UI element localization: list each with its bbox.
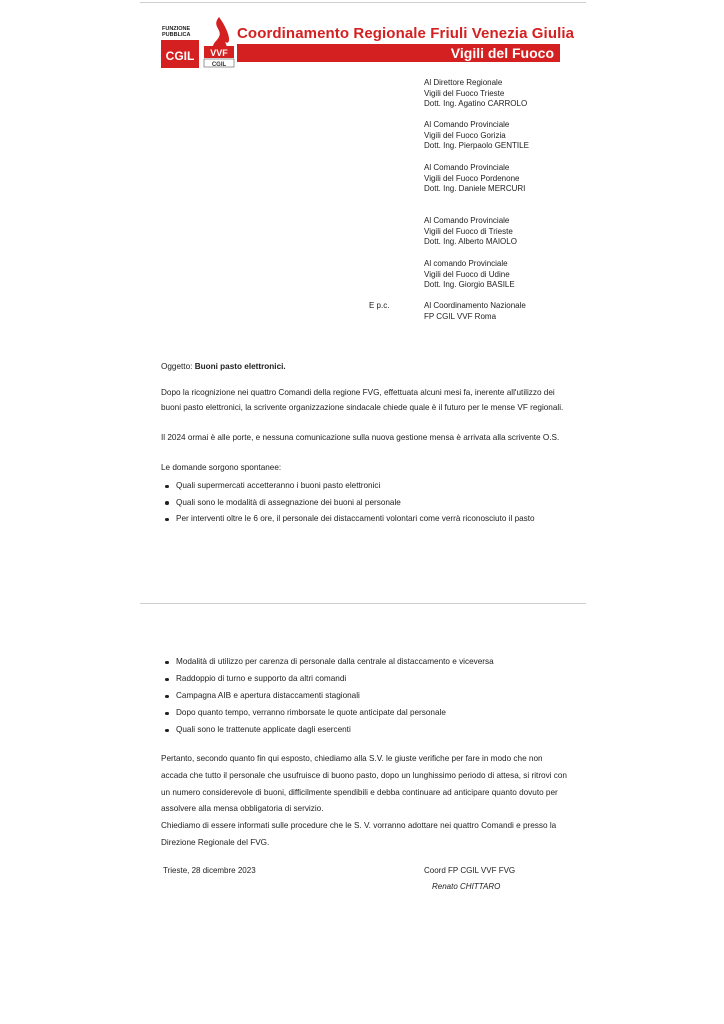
recipient-line: Al Comando Provinciale — [424, 120, 510, 129]
subject-label: Oggetto: — [161, 362, 195, 371]
recipient-line: FP CGIL VVF Roma — [424, 311, 497, 321]
paragraph-1: Dopo la ricognizione nei quattro Comandi della regione FVG, effettuata alcuni mesi fa, inerente all'utilizzo dei buoni pasto elettronici, la scrivente organizzazione sindacale chiede quale è il futuro per le mense VF regionali. — [161, 388, 564, 412]
signature-role: Coord FP CGIL VVF FVG — [424, 866, 516, 875]
paragraph-2: Il 2024 ormai è alle porte, e nessuna comunicazione sulla nuova gestione mensa è arrivata alla scrivente O.S. — [161, 433, 560, 442]
page-break-rule — [140, 603, 586, 604]
recipient-direttore — [424, 78, 527, 110]
list-item: Campagna AIB e apertura distaccamenti stagionali — [161, 689, 571, 704]
logo-vvf-text: VVF — [210, 48, 228, 58]
list-item: Raddoppio di turno e supporto da altri comandi — [161, 672, 571, 687]
recipient-line: Dott. Ing. Daniele MERCURI — [424, 184, 526, 193]
header-band — [237, 44, 560, 62]
list-item: Modalità di utilizzo per carenza di personale dalla centrale al distaccamento e viceversa — [161, 655, 571, 670]
recipient-line: Al Coordinamento Nazionale — [424, 301, 526, 310]
subject-text: Buoni pasto elettronici. — [194, 362, 286, 371]
recipient-line: Al Direttore Regionale — [424, 78, 503, 87]
signature-name: Renato CHITTARO — [432, 882, 501, 891]
recipient-udine — [424, 259, 515, 291]
cgil-logo — [161, 22, 199, 68]
recipient-line: Al Comando Provinciale — [424, 216, 510, 225]
recipient-line: Dott. Ing. Pierpaolo GENTILE — [424, 141, 529, 150]
list-item: Quali sono le trattenute applicate dagli esercenti — [161, 723, 571, 738]
recipient-line: Dott. Ing. Agatino CARROLO — [424, 99, 528, 108]
recipient-line: Al comando Provinciale — [424, 259, 508, 268]
bullet-list-1 — [161, 479, 571, 527]
bullet-list-2 — [161, 655, 571, 738]
closing-paragraph-2: Chiediamo di essere informati sulle procedure che le S. V. vorranno adottare nei quattro Comandi e presso la Direzione Regionale del FVG. — [161, 821, 557, 847]
subject-line — [161, 360, 571, 375]
epc-label: E p.c. — [369, 301, 390, 310]
logo-cgil-small-text: CGIL — [211, 62, 227, 68]
page-top-rule — [140, 2, 586, 3]
recipient-line: Dott. Ing. Giorgio BASILE — [424, 280, 515, 289]
recipient-line: Vigili del Fuoco di Udine — [424, 269, 510, 279]
logo-fp-text: FUNZIONE — [162, 26, 191, 32]
closing-paragraph-1: Pertanto, secondo quanto fin qui esposto, chiediamo alla S.V. le giuste verifiche per fare in modo che non accada che tutto il personale che usufruisce di buono pasto, dopo un lunghissimo periodo di attesa, si ritrovi con un numero considerevole di buoni, difficilmente spendibili e debba continuare ad anticipare quanto dovuto per assolvere alla mensa obbligatoria di servizio. — [161, 754, 567, 814]
paragraph-3: Le domande sorgono spontanee: — [161, 463, 282, 472]
list-item: Quali sono le modalità di assegnazione dei buoni al personale — [161, 496, 571, 511]
logo-fp-text-2: PUBBLICA — [162, 32, 191, 38]
vvf-flame-logo — [202, 16, 236, 68]
recipient-line: Vigili del Fuoco Trieste — [424, 88, 505, 98]
recipient-line: Vigili del Fuoco Gorizia — [424, 130, 506, 140]
recipient-trieste — [424, 216, 517, 248]
logo-cgil-text: CGIL — [165, 49, 195, 63]
header-subtitle: Vigili del Fuoco — [450, 45, 554, 61]
recipient-line: Vigili del Fuoco Pordenone — [424, 173, 520, 183]
list-item: Per interventi oltre le 6 ore, il personale dei distaccamenti volontari come verrà riconosciuto il pasto — [161, 512, 571, 527]
recipient-line: Dott. Ing. Alberto MAIOLO — [424, 237, 517, 246]
header-title: Coordinamento Regionale Friuli Venezia Giulia — [237, 25, 575, 42]
recipient-gorizia — [424, 120, 529, 152]
recipient-line: Vigili del Fuoco di Trieste — [424, 226, 513, 236]
recipient-nazionale — [424, 301, 526, 322]
place-date: Trieste, 28 dicembre 2023 — [163, 866, 256, 875]
list-item: Dopo quanto tempo, verranno rimborsate le quote anticipate dal personale — [161, 706, 571, 721]
recipient-line: Al Comando Provinciale — [424, 163, 510, 172]
recipient-pordenone — [424, 163, 525, 195]
list-item: Quali supermercati accetteranno i buoni pasto elettronici — [161, 479, 571, 494]
